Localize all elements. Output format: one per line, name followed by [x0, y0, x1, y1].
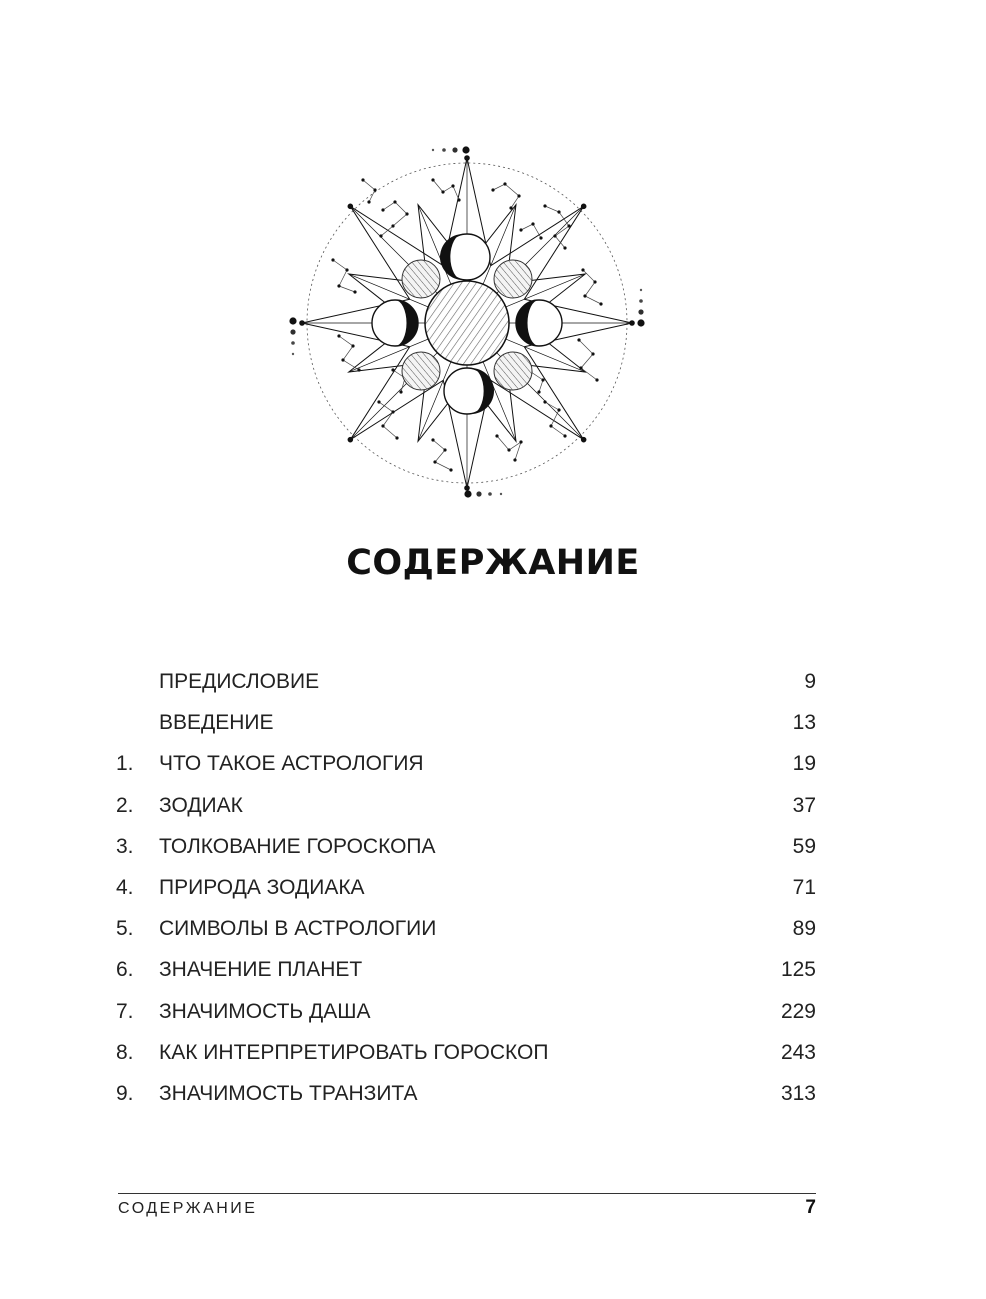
- toc-entry[interactable]: [116, 702, 816, 743]
- constellation-star: [507, 448, 510, 451]
- constellation-star: [457, 198, 460, 201]
- page-number: 7: [805, 1197, 816, 1218]
- constellation-star: [381, 208, 384, 211]
- constellation-star: [519, 440, 522, 443]
- decor-dot: [640, 289, 642, 291]
- decor-dot: [638, 309, 643, 314]
- element-orb: [494, 260, 532, 298]
- constellation-star: [393, 200, 396, 203]
- constellation-star: [579, 366, 582, 369]
- constellation-star: [405, 212, 408, 215]
- toc-entry-number: 7.: [116, 999, 134, 1023]
- toc-entry-page: 37: [792, 793, 816, 817]
- toc-entry-page: 59: [792, 834, 816, 858]
- constellation-line: [493, 184, 519, 208]
- ray-tip-dot: [581, 204, 586, 209]
- ray-tip-dot: [465, 156, 470, 161]
- constellation-star: [541, 378, 544, 381]
- constellation-star: [543, 204, 546, 207]
- decor-dot: [291, 341, 295, 345]
- constellation-line: [583, 270, 601, 304]
- constellation-star: [517, 194, 520, 197]
- toc-entry-title: ЗОДИАК: [159, 793, 243, 817]
- toc-entry-page: 243: [780, 1040, 816, 1064]
- ray-tip-dot: [581, 437, 586, 442]
- constellation-star: [549, 424, 552, 427]
- full-moon: [425, 281, 509, 365]
- element-orb: [402, 260, 440, 298]
- decor-dot: [637, 319, 644, 326]
- decor-dot: [289, 317, 296, 324]
- toc-entry-number: 2.: [116, 793, 134, 817]
- constellation-star: [361, 178, 364, 181]
- toc-entry-page: 229: [780, 999, 816, 1023]
- running-footer-title: СОДЕРЖАНИЕ: [118, 1200, 258, 1217]
- constellation-line: [579, 340, 597, 380]
- constellation-star: [595, 378, 598, 381]
- toc-entry-title: ЗНАЧИМОСТЬ ДАША: [159, 999, 371, 1023]
- ray-tip-dot: [348, 437, 353, 442]
- constellation-line: [497, 436, 521, 460]
- toc-entry-number: 8.: [116, 1040, 134, 1064]
- constellation-star: [543, 400, 546, 403]
- toc-entry-title: ЗНАЧЕНИЕ ПЛАНЕТ: [159, 958, 363, 982]
- constellation-line: [545, 402, 565, 436]
- constellation-star: [563, 246, 566, 249]
- decor-dot: [462, 146, 469, 153]
- decor-dot: [476, 491, 481, 496]
- ray-tip-dot: [465, 486, 470, 491]
- constellation-star: [431, 178, 434, 181]
- constellation-star: [443, 448, 446, 451]
- constellation-star: [399, 390, 402, 393]
- constellation-star: [599, 302, 602, 305]
- constellation-star: [377, 400, 380, 403]
- constellation-star: [391, 410, 394, 413]
- constellation-star: [591, 352, 594, 355]
- toc-entry-number: 3.: [116, 834, 134, 858]
- constellation-star: [557, 210, 560, 213]
- constellation-star: [391, 368, 394, 371]
- toc-entry-title: СИМВОЛЫ В АСТРОЛОГИИ: [159, 917, 437, 941]
- constellation-star: [381, 424, 384, 427]
- constellation-star: [341, 358, 344, 361]
- constellation-star: [503, 182, 506, 185]
- toc-entry-number: 1.: [116, 752, 134, 776]
- constellation-star: [441, 190, 444, 193]
- toc-entry[interactable]: [116, 1073, 816, 1114]
- footer-divider: [118, 1193, 816, 1194]
- decor-dot: [452, 147, 457, 152]
- constellation-star: [581, 268, 584, 271]
- constellation-star: [491, 188, 494, 191]
- toc-entry-title: ПРИРОДА ЗОДИАКА: [159, 875, 365, 899]
- constellation-star: [337, 334, 340, 337]
- constellation-line: [363, 180, 375, 202]
- constellation-star: [553, 234, 556, 237]
- toc-entry[interactable]: [116, 908, 816, 949]
- decor-dot: [292, 353, 294, 355]
- toc-entry-page: 89: [792, 917, 816, 941]
- constellation-star: [567, 224, 570, 227]
- table-of-contents: [116, 661, 816, 1114]
- toc-entry-number: 5.: [116, 917, 134, 941]
- constellation-star: [379, 234, 382, 237]
- element-orb: [402, 352, 440, 390]
- toc-entry-page: 313: [780, 1081, 816, 1105]
- toc-entry-number: 4.: [116, 875, 134, 899]
- toc-entry-number: 6.: [116, 958, 134, 982]
- constellation-star: [353, 290, 356, 293]
- toc-entry[interactable]: [116, 949, 816, 990]
- constellation-star: [577, 338, 580, 341]
- constellation-star: [331, 258, 334, 261]
- toc-entry-page: 19: [792, 752, 816, 776]
- decor-dot: [464, 490, 471, 497]
- constellation-star: [531, 222, 534, 225]
- constellation-star: [557, 408, 560, 411]
- constellation-star: [449, 468, 452, 471]
- constellation-star: [395, 436, 398, 439]
- toc-entry-page: 71: [792, 875, 816, 899]
- toc-entry-title: ЗНАЧИМОСТЬ ТРАНЗИТА: [159, 1081, 418, 1105]
- constellation-star: [593, 280, 596, 283]
- toc-entry-number: 9.: [116, 1081, 134, 1105]
- constellation-star: [337, 284, 340, 287]
- decor-dot: [639, 299, 643, 303]
- toc-entry[interactable]: [116, 743, 816, 784]
- toc-entry[interactable]: [116, 826, 816, 867]
- constellation-star: [351, 344, 354, 347]
- decor-dot: [488, 492, 492, 496]
- page-title: СОДЕРЖАНИЕ: [346, 543, 640, 583]
- constellation-star: [373, 188, 376, 191]
- constellation-star: [391, 224, 394, 227]
- constellation-star: [513, 458, 516, 461]
- constellation-line: [433, 180, 459, 200]
- element-orb: [494, 352, 532, 390]
- toc-entry[interactable]: [116, 785, 816, 826]
- constellation-star: [509, 206, 512, 209]
- toc-entry[interactable]: [116, 661, 816, 702]
- toc-entry-title: ВВЕДЕНИЕ: [159, 711, 274, 735]
- constellation-star: [539, 236, 542, 239]
- constellation-star: [537, 390, 540, 393]
- moon-phases-compass-icon: [283, 140, 651, 500]
- toc-entry[interactable]: [116, 991, 816, 1032]
- decor-dot: [290, 329, 295, 334]
- toc-entry-title: ПРЕДИСЛОВИЕ: [159, 670, 320, 693]
- constellation-star: [495, 434, 498, 437]
- decor-dot: [432, 149, 434, 151]
- toc-entry-page: 13: [792, 711, 816, 735]
- constellation-star: [583, 294, 586, 297]
- constellation-star: [563, 434, 566, 437]
- constellation-star: [367, 200, 370, 203]
- toc-entry[interactable]: [116, 867, 816, 908]
- toc-entry-page: 125: [780, 958, 816, 982]
- ray-tip-dot: [348, 204, 353, 209]
- toc-entry[interactable]: [116, 1032, 816, 1073]
- constellation-line: [433, 440, 451, 470]
- decor-dot: [442, 148, 446, 152]
- constellation-line: [339, 336, 359, 370]
- constellation-star: [431, 438, 434, 441]
- toc-entry-title: ТОЛКОВАНИЕ ГОРОСКОПА: [159, 834, 436, 858]
- toc-entry-page: 9: [804, 670, 816, 693]
- decor-dot: [500, 493, 502, 495]
- constellation-star: [345, 268, 348, 271]
- constellation-star: [433, 460, 436, 463]
- toc-entry-title: КАК ИНТЕРПРЕТИРОВАТЬ ГОРОСКОП: [159, 1040, 549, 1064]
- constellation-star: [519, 228, 522, 231]
- constellation-line: [381, 202, 407, 236]
- ray-tip-dot: [630, 321, 635, 326]
- toc-entry-title: ЧТО ТАКОЕ АСТРОЛОГИЯ: [159, 752, 424, 776]
- constellation-star: [451, 184, 454, 187]
- ray-tip-dot: [300, 321, 305, 326]
- constellation-star: [357, 368, 360, 371]
